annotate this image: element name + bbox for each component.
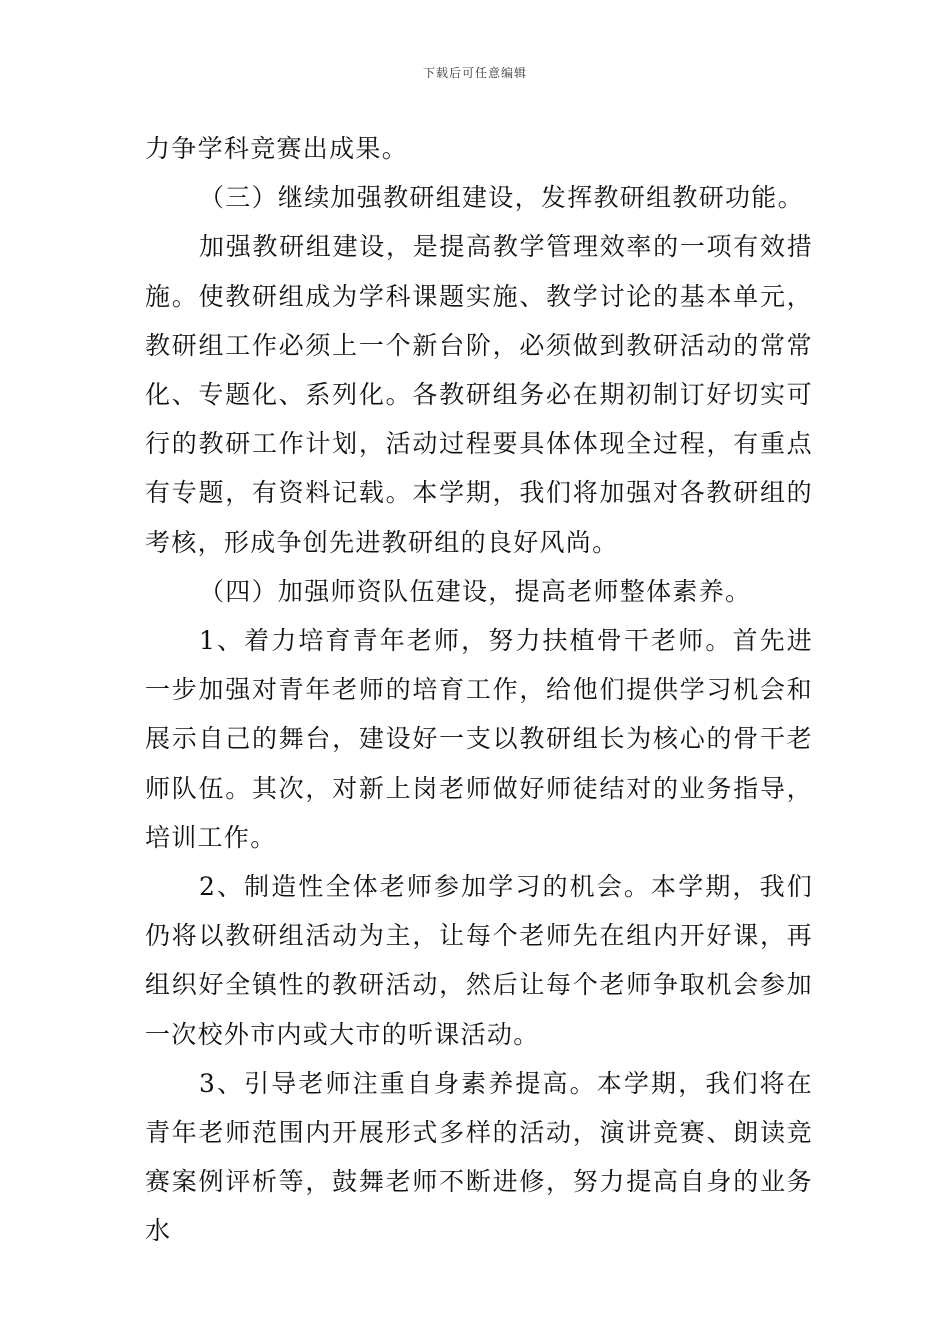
document-body [145,124,813,1256]
paragraph-item-2: 2、制造性全体老师参加学习的机会。本学期，我们仍将以教研组活动为主，让每个老师先在组内开好课，再组织好全镇性的教研活动，然后让每个老师争取机会参加一次校外市内或大市的听课活动。 [145,872,813,1049]
paragraph-item-1: 1、着力培育青年老师，努力扶植骨干老师。首先进一步加强对青年老师的培育工作，给他们提供学习机会和展示自己的舞台，建设好一支以教研组长为核心的骨干老师队伍。其次，对新上岗老师做好师徒结对的业务指导，培训工作。 [145,626,813,852]
paragraph-teaching-groups: 加强教研组建设，是提高教学管理效率的一项有效措施。使教研组成为学科课题实施、教学讨论的基本单元，教研组工作必须上一个新台阶，必须做到教研活动的常常化、专题化、系列化。各教研组务必在期初制订好切实可行的教研工作计划，活动过程要具体体现全过程，有重点有专题，有资料记载。本学期，我们将加强对各教研组的考核，形成争创先进教研组的良好风尚。 [145,232,813,557]
section-heading-4: （四）加强师资队伍建设，提高老师整体素养。 [199,576,752,606]
paragraph-item-3: 3、引导老师注重自身素养提高。本学期，我们将在青年老师范围内开展形式多样的活动，演讲竞赛、朗读竞赛案例评析等，鼓舞老师不断进修，努力提高自身的业务水 [145,1068,813,1246]
page-header-note: 下载后可任意编辑 [422,66,527,80]
section-heading-3: （三）继续加强教研组建设，发挥教研组教研功能。 [199,183,804,213]
paragraph-continuation: 力争学科竞赛出成果。 [145,134,409,163]
